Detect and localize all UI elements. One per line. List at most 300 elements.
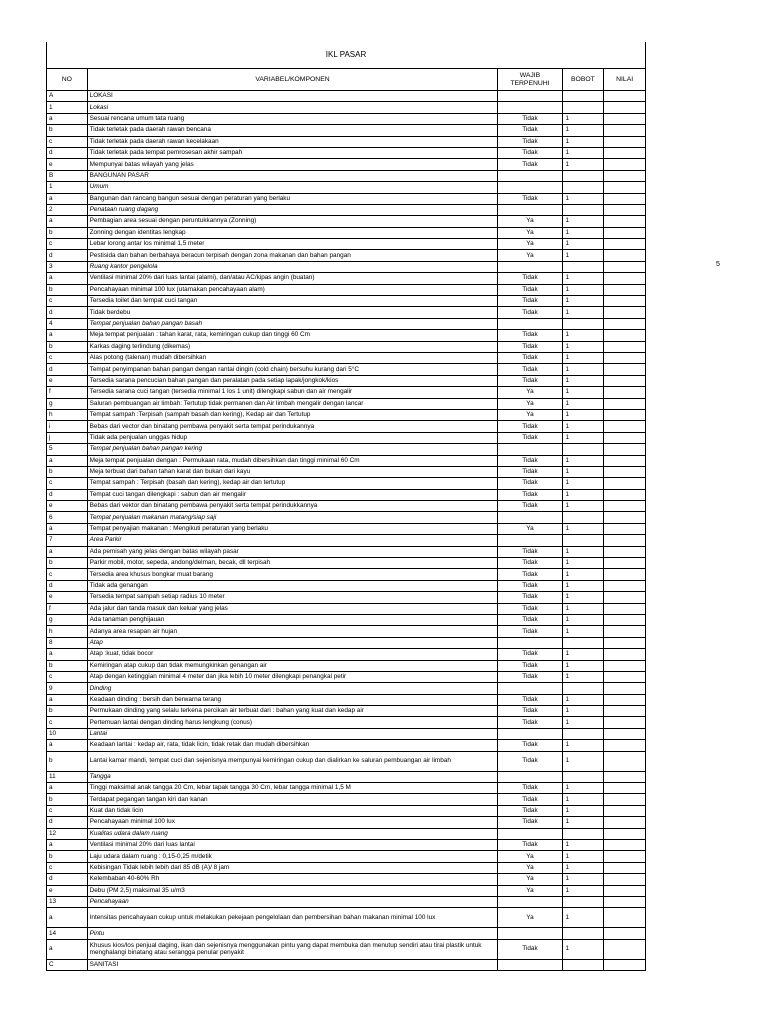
row-nilai-cell bbox=[604, 717, 646, 728]
checklist-body bbox=[47, 91, 646, 971]
row-no-cell: 6 bbox=[47, 512, 88, 523]
row-no-cell: b bbox=[47, 851, 88, 862]
row-no-cell: a bbox=[47, 193, 88, 204]
row-no-cell: c bbox=[47, 569, 88, 580]
row-wajib-cell: Tidak bbox=[498, 939, 562, 959]
row-item-cell: Atap :kuat, tidak bocor bbox=[87, 649, 498, 660]
table-row bbox=[47, 409, 646, 420]
row-nilai-cell bbox=[604, 489, 646, 500]
row-no-cell: e bbox=[47, 501, 88, 512]
table-row bbox=[47, 398, 646, 409]
row-item-cell: Tidak terletak pada daerah rawan kecelakaan bbox=[87, 136, 498, 147]
row-bobot-cell: 1 bbox=[562, 717, 604, 728]
row-item-cell: Keadaan lantai : kedap air, rata, tidak licin, tidak retak dan mudah dibersihkan bbox=[87, 740, 498, 751]
table-row bbox=[47, 546, 646, 557]
row-bobot-cell: 1 bbox=[562, 569, 604, 580]
row-nilai-cell bbox=[604, 375, 646, 386]
ikl-pasar-sheet bbox=[46, 42, 646, 971]
row-bobot-cell: 1 bbox=[562, 375, 604, 386]
row-nilai-cell bbox=[604, 352, 646, 363]
table-row bbox=[47, 523, 646, 534]
table-row bbox=[47, 455, 646, 466]
table-row bbox=[47, 432, 646, 443]
row-no-cell: c bbox=[47, 717, 88, 728]
row-no-cell: C bbox=[47, 959, 88, 970]
row-item-cell: Alas potong (talenan) mudah dibersihkan bbox=[87, 352, 498, 363]
subsection-row bbox=[47, 444, 646, 455]
row-wajib-cell bbox=[498, 535, 562, 546]
row-nilai-cell bbox=[604, 409, 646, 420]
table-row bbox=[47, 558, 646, 569]
row-wajib-cell: Ya bbox=[498, 523, 562, 534]
table-row bbox=[47, 751, 646, 771]
table-row bbox=[47, 603, 646, 614]
row-bobot-cell: 1 bbox=[562, 273, 604, 284]
row-wajib-cell: Tidak bbox=[498, 330, 562, 341]
row-bobot-cell: 1 bbox=[562, 740, 604, 751]
subsection-row bbox=[47, 182, 646, 193]
row-nilai-cell bbox=[604, 113, 646, 124]
row-nilai-cell bbox=[604, 751, 646, 771]
row-no-cell: b bbox=[47, 466, 88, 477]
row-bobot-cell: 1 bbox=[562, 694, 604, 705]
row-wajib-cell: Tidak bbox=[498, 614, 562, 625]
row-nilai-cell bbox=[604, 771, 646, 782]
row-wajib-cell bbox=[498, 102, 562, 113]
table-row bbox=[47, 387, 646, 398]
row-nilai-cell bbox=[604, 939, 646, 959]
table-header-row bbox=[47, 69, 646, 91]
row-bobot-cell: 1 bbox=[562, 409, 604, 420]
row-wajib-cell bbox=[498, 683, 562, 694]
row-nilai-cell bbox=[604, 182, 646, 193]
row-nilai-cell bbox=[604, 466, 646, 477]
row-no-cell: d bbox=[47, 874, 88, 885]
row-no-cell: a bbox=[47, 740, 88, 751]
row-item-cell: Mempunyai batas wilayah yang jelas bbox=[87, 159, 498, 170]
table-row bbox=[47, 489, 646, 500]
row-item-cell: Pencahayaan minimal 100 lux bbox=[87, 817, 498, 828]
row-nilai-cell bbox=[604, 261, 646, 272]
row-wajib-cell: Tidak bbox=[498, 113, 562, 124]
row-nilai-cell bbox=[604, 341, 646, 352]
row-nilai-cell bbox=[604, 444, 646, 455]
row-no-cell: 12 bbox=[47, 828, 88, 839]
row-wajib-cell: Ya bbox=[498, 409, 562, 420]
row-item-cell: Tidak ada penjualan unggas hidup bbox=[87, 432, 498, 443]
row-wajib-cell bbox=[498, 261, 562, 272]
row-no-cell: b bbox=[47, 125, 88, 136]
row-item-cell: Dinding bbox=[87, 683, 498, 694]
row-wajib-cell: Ya bbox=[498, 851, 562, 862]
row-no-cell: h bbox=[47, 409, 88, 420]
row-bobot-cell: 1 bbox=[562, 614, 604, 625]
row-wajib-cell: Tidak bbox=[498, 136, 562, 147]
section-row bbox=[47, 959, 646, 970]
row-wajib-cell: Tidak bbox=[498, 660, 562, 671]
row-wajib-cell: Ya bbox=[498, 862, 562, 873]
row-bobot-cell bbox=[562, 182, 604, 193]
row-item-cell: Lantai bbox=[87, 728, 498, 739]
row-bobot-cell bbox=[562, 91, 604, 102]
row-item-cell: Parkir mobil, motor, sepeda, andong/delman, becak, dll terpisah bbox=[87, 558, 498, 569]
row-no-cell: a bbox=[47, 840, 88, 851]
row-no-cell: a bbox=[47, 455, 88, 466]
row-wajib-cell: Tidak bbox=[498, 125, 562, 136]
table-row bbox=[47, 671, 646, 682]
row-nilai-cell bbox=[604, 959, 646, 970]
row-no-cell: 13 bbox=[47, 896, 88, 907]
row-item-cell: Lebar lorong antar los minimal 1,5 meter bbox=[87, 239, 498, 250]
row-wajib-cell: Tidak bbox=[498, 671, 562, 682]
header-wajib: WAJIB TERPENUHI bbox=[498, 69, 562, 91]
row-bobot-cell: 1 bbox=[562, 751, 604, 771]
row-no-cell: a bbox=[47, 649, 88, 660]
table-row bbox=[47, 862, 646, 873]
row-item-cell: Debu (PM 2,5) maksimal 35 u/m3 bbox=[87, 885, 498, 896]
section-row bbox=[47, 91, 646, 102]
row-wajib-cell bbox=[498, 512, 562, 523]
row-item-cell: Ada tanaman penghijauan bbox=[87, 614, 498, 625]
row-wajib-cell: Tidak bbox=[498, 364, 562, 375]
table-row bbox=[47, 592, 646, 603]
row-no-cell: d bbox=[47, 364, 88, 375]
row-nilai-cell bbox=[604, 364, 646, 375]
row-item-cell: Bebas dari vector dan binatang pembawa penyakit serta tempat perindukannya bbox=[87, 421, 498, 432]
row-wajib-cell: Tidak bbox=[498, 794, 562, 805]
row-no-cell: d bbox=[47, 489, 88, 500]
row-wajib-cell: Tidak bbox=[498, 706, 562, 717]
row-item-cell: Intensitas pencahayaan cukup untuk melakukan pekejaan pengelolaan dan pembersihan bahan makanan minimal 100 lux bbox=[87, 908, 498, 928]
table-row bbox=[47, 939, 646, 959]
row-bobot-cell bbox=[562, 512, 604, 523]
header-no: NO bbox=[47, 69, 88, 91]
table-row bbox=[47, 580, 646, 591]
row-no-cell: f bbox=[47, 603, 88, 614]
table-row bbox=[47, 421, 646, 432]
row-bobot-cell: 1 bbox=[562, 862, 604, 873]
row-item-cell: Tidak terletak pada daerah rawan bencana bbox=[87, 125, 498, 136]
row-bobot-cell: 1 bbox=[562, 546, 604, 557]
row-nilai-cell bbox=[604, 840, 646, 851]
row-nilai-cell bbox=[604, 432, 646, 443]
row-wajib-cell: Tidak bbox=[498, 649, 562, 660]
row-bobot-cell: 1 bbox=[562, 227, 604, 238]
row-wajib-cell: Ya bbox=[498, 216, 562, 227]
row-item-cell: Tempat penyajian makanan : Mengikuti peraturan yang berlaku bbox=[87, 523, 498, 534]
row-nilai-cell bbox=[604, 125, 646, 136]
row-no-cell: b bbox=[47, 558, 88, 569]
row-bobot-cell: 1 bbox=[562, 159, 604, 170]
row-no-cell: c bbox=[47, 478, 88, 489]
row-item-cell: BANGUNAN PASAR bbox=[87, 170, 498, 181]
page-side-number: 5 bbox=[716, 261, 720, 268]
row-nilai-cell bbox=[604, 626, 646, 637]
row-no-cell: h bbox=[47, 626, 88, 637]
row-bobot-cell: 1 bbox=[562, 874, 604, 885]
subsection-row bbox=[47, 204, 646, 215]
row-wajib-cell: Tidak bbox=[498, 592, 562, 603]
row-bobot-cell bbox=[562, 771, 604, 782]
row-nilai-cell bbox=[604, 204, 646, 215]
row-item-cell: Ada jalur dan tanda masuk dan keluar yang jelas bbox=[87, 603, 498, 614]
row-bobot-cell: 1 bbox=[562, 421, 604, 432]
row-item-cell: Khusus kios/los penjual daging, ikan dan sejenisnya menggunakan pintu yang dapat membuka dan menutup sendiri atau tirai plastik untuk menghalangi binatang atau serangga penular penyakit bbox=[87, 939, 498, 959]
row-bobot-cell: 1 bbox=[562, 455, 604, 466]
row-nilai-cell bbox=[604, 874, 646, 885]
row-bobot-cell bbox=[562, 959, 604, 970]
row-no-cell: 7 bbox=[47, 535, 88, 546]
row-nilai-cell bbox=[604, 159, 646, 170]
row-nilai-cell bbox=[604, 706, 646, 717]
table-row bbox=[47, 159, 646, 170]
row-nilai-cell bbox=[604, 398, 646, 409]
row-nilai-cell bbox=[604, 330, 646, 341]
row-nilai-cell bbox=[604, 421, 646, 432]
table-row bbox=[47, 874, 646, 885]
row-bobot-cell: 1 bbox=[562, 364, 604, 375]
row-no-cell: i bbox=[47, 421, 88, 432]
table-row bbox=[47, 614, 646, 625]
row-bobot-cell: 1 bbox=[562, 580, 604, 591]
row-item-cell: Tinggi maksimal anak tangga 20 Cm, lebar tapak tangga 30 Cm, lebar tangga minimal 1,5 M bbox=[87, 783, 498, 794]
row-no-cell: e bbox=[47, 159, 88, 170]
row-item-cell: Tidak ada genangan bbox=[87, 580, 498, 591]
row-no-cell: d bbox=[47, 307, 88, 318]
subsection-row bbox=[47, 637, 646, 648]
table-row bbox=[47, 908, 646, 928]
row-nilai-cell bbox=[604, 649, 646, 660]
row-bobot-cell bbox=[562, 828, 604, 839]
row-wajib-cell: Tidak bbox=[498, 341, 562, 352]
row-no-cell: c bbox=[47, 352, 88, 363]
row-nilai-cell bbox=[604, 250, 646, 261]
row-item-cell: Ruang kantor pengelola bbox=[87, 261, 498, 272]
row-bobot-cell: 1 bbox=[562, 387, 604, 398]
row-no-cell: B bbox=[47, 170, 88, 181]
row-no-cell: 2 bbox=[47, 204, 88, 215]
row-wajib-cell: Tidak bbox=[498, 432, 562, 443]
row-item-cell: Tempat cuci tangan dilengkapi : sabun dan air mengalir bbox=[87, 489, 498, 500]
row-wajib-cell bbox=[498, 896, 562, 907]
row-no-cell: 1 bbox=[47, 182, 88, 193]
table-row bbox=[47, 136, 646, 147]
row-nilai-cell bbox=[604, 546, 646, 557]
table-row bbox=[47, 501, 646, 512]
row-nilai-cell bbox=[604, 523, 646, 534]
row-bobot-cell: 1 bbox=[562, 432, 604, 443]
row-item-cell: Pembagian area sesuai dengan peruntukkannya (Zonning) bbox=[87, 216, 498, 227]
row-nilai-cell bbox=[604, 307, 646, 318]
row-wajib-cell bbox=[498, 928, 562, 939]
table-row bbox=[47, 352, 646, 363]
row-bobot-cell bbox=[562, 261, 604, 272]
row-nilai-cell bbox=[604, 740, 646, 751]
row-bobot-cell: 1 bbox=[562, 125, 604, 136]
table-row bbox=[47, 805, 646, 816]
row-bobot-cell bbox=[562, 728, 604, 739]
row-wajib-cell: Tidak bbox=[498, 478, 562, 489]
row-no-cell: d bbox=[47, 580, 88, 591]
row-no-cell: d bbox=[47, 817, 88, 828]
row-bobot-cell: 1 bbox=[562, 250, 604, 261]
subsection-row bbox=[47, 102, 646, 113]
table-row bbox=[47, 296, 646, 307]
row-wajib-cell: Tidak bbox=[498, 375, 562, 386]
row-item-cell: Tempat penyimpanan bahan pangan dengan rantai dingin (cold chain) bersuhu kurang dari 5°C bbox=[87, 364, 498, 375]
row-item-cell: Terdapat pegangan tangan kiri dan kanan bbox=[87, 794, 498, 805]
row-bobot-cell: 1 bbox=[562, 296, 604, 307]
table-row bbox=[47, 364, 646, 375]
row-bobot-cell: 1 bbox=[562, 706, 604, 717]
subsection-row bbox=[47, 928, 646, 939]
row-wajib-cell: Ya bbox=[498, 239, 562, 250]
row-bobot-cell: 1 bbox=[562, 851, 604, 862]
row-no-cell: c bbox=[47, 296, 88, 307]
table-row bbox=[47, 113, 646, 124]
subsection-row bbox=[47, 896, 646, 907]
row-nilai-cell bbox=[604, 512, 646, 523]
table-row bbox=[47, 227, 646, 238]
row-wajib-cell: Tidak bbox=[498, 783, 562, 794]
row-wajib-cell: Tidak bbox=[498, 284, 562, 295]
row-bobot-cell: 1 bbox=[562, 216, 604, 227]
row-wajib-cell bbox=[498, 318, 562, 329]
row-bobot-cell bbox=[562, 102, 604, 113]
row-wajib-cell: Tidak bbox=[498, 694, 562, 705]
row-wajib-cell: Tidak bbox=[498, 466, 562, 477]
row-wajib-cell: Ya bbox=[498, 398, 562, 409]
row-wajib-cell: Ya bbox=[498, 250, 562, 261]
row-wajib-cell: Tidak bbox=[498, 603, 562, 614]
row-nilai-cell bbox=[604, 296, 646, 307]
row-nilai-cell bbox=[604, 273, 646, 284]
row-nilai-cell bbox=[604, 569, 646, 580]
row-wajib-cell bbox=[498, 204, 562, 215]
row-bobot-cell: 1 bbox=[562, 147, 604, 158]
row-item-cell: Tangga bbox=[87, 771, 498, 782]
table-row bbox=[47, 783, 646, 794]
row-wajib-cell: Tidak bbox=[498, 569, 562, 580]
row-bobot-cell: 1 bbox=[562, 489, 604, 500]
row-wajib-cell: Tidak bbox=[498, 558, 562, 569]
row-nilai-cell bbox=[604, 694, 646, 705]
row-bobot-cell: 1 bbox=[562, 193, 604, 204]
row-nilai-cell bbox=[604, 170, 646, 181]
row-nilai-cell bbox=[604, 91, 646, 102]
row-nilai-cell bbox=[604, 227, 646, 238]
row-wajib-cell: Ya bbox=[498, 874, 562, 885]
row-wajib-cell bbox=[498, 637, 562, 648]
row-wajib-cell: Tidak bbox=[498, 273, 562, 284]
subsection-row bbox=[47, 318, 646, 329]
row-item-cell: Pencahayaan bbox=[87, 896, 498, 907]
row-wajib-cell bbox=[498, 771, 562, 782]
row-no-cell: 4 bbox=[47, 318, 88, 329]
row-bobot-cell: 1 bbox=[562, 783, 604, 794]
row-no-cell: a bbox=[47, 546, 88, 557]
row-nilai-cell bbox=[604, 908, 646, 928]
table-row bbox=[47, 706, 646, 717]
row-nilai-cell bbox=[604, 794, 646, 805]
row-wajib-cell bbox=[498, 728, 562, 739]
table-row bbox=[47, 851, 646, 862]
row-wajib-cell: Tidak bbox=[498, 489, 562, 500]
row-wajib-cell: Tidak bbox=[498, 740, 562, 751]
table-row bbox=[47, 840, 646, 851]
table-row bbox=[47, 193, 646, 204]
row-no-cell: 5 bbox=[47, 444, 88, 455]
row-wajib-cell: Tidak bbox=[498, 626, 562, 637]
row-wajib-cell: Tidak bbox=[498, 296, 562, 307]
row-no-cell: b bbox=[47, 284, 88, 295]
row-no-cell: a bbox=[47, 216, 88, 227]
row-wajib-cell: Tidak bbox=[498, 159, 562, 170]
row-no-cell: a bbox=[47, 523, 88, 534]
row-nilai-cell bbox=[604, 501, 646, 512]
row-wajib-cell: Tidak bbox=[498, 193, 562, 204]
row-item-cell: Lokasi bbox=[87, 102, 498, 113]
row-item-cell: Tersedia sarana cuci tangan (tersedia minimal 1 los 1 unit) dilengkapi sabun dan air mengalir bbox=[87, 387, 498, 398]
row-nilai-cell bbox=[604, 637, 646, 648]
row-bobot-cell: 1 bbox=[562, 939, 604, 959]
row-nilai-cell bbox=[604, 817, 646, 828]
row-no-cell: e bbox=[47, 592, 88, 603]
header-item: VARIABEL/KOMPONEN bbox=[87, 69, 498, 91]
row-item-cell: SANITASI bbox=[87, 959, 498, 970]
row-item-cell: Tempat penjualan bahan pangan basah bbox=[87, 318, 498, 329]
row-item-cell: Tempat sampah :Terpisah (sampah basah dan kering), Kedap air dan Tertutup bbox=[87, 409, 498, 420]
row-wajib-cell: Tidak bbox=[498, 147, 562, 158]
row-bobot-cell bbox=[562, 318, 604, 329]
row-item-cell: Saluran pembuangan air limbah: Tertutup tidak permanen dan Air limbah mengalir dengan lancar bbox=[87, 398, 498, 409]
row-item-cell: Ventilasi minimal 20% dari luas lantai (alami), dan/atau AC/kipas angin (buatan) bbox=[87, 273, 498, 284]
row-bobot-cell bbox=[562, 683, 604, 694]
table-row bbox=[47, 307, 646, 318]
subsection-row bbox=[47, 261, 646, 272]
row-item-cell: Permukaan dinding yang selalu terkena percikan air terbuat dari : bahan yang kuat dan kedap air bbox=[87, 706, 498, 717]
table-row bbox=[47, 626, 646, 637]
table-row bbox=[47, 694, 646, 705]
row-no-cell: c bbox=[47, 862, 88, 873]
row-item-cell: Keadaan dinding : bersih dan berwarna terang bbox=[87, 694, 498, 705]
row-no-cell: e bbox=[47, 375, 88, 386]
row-wajib-cell: Tidak bbox=[498, 307, 562, 318]
table-row bbox=[47, 466, 646, 477]
row-no-cell: c bbox=[47, 671, 88, 682]
row-no-cell: b bbox=[47, 341, 88, 352]
sheet-title: IKL PASAR bbox=[46, 42, 646, 68]
row-wajib-cell bbox=[498, 959, 562, 970]
row-bobot-cell: 1 bbox=[562, 558, 604, 569]
row-nilai-cell bbox=[604, 928, 646, 939]
row-item-cell: Ada pemisah yang jelas dengan batas wilayah pasar bbox=[87, 546, 498, 557]
row-no-cell: a bbox=[47, 113, 88, 124]
row-nilai-cell bbox=[604, 387, 646, 398]
table-row bbox=[47, 375, 646, 386]
row-wajib-cell: Ya bbox=[498, 908, 562, 928]
header-bobot: BOBOT bbox=[562, 69, 604, 91]
table-row bbox=[47, 794, 646, 805]
row-nilai-cell bbox=[604, 683, 646, 694]
row-bobot-cell: 1 bbox=[562, 794, 604, 805]
table-row bbox=[47, 273, 646, 284]
row-wajib-cell bbox=[498, 828, 562, 839]
row-no-cell: j bbox=[47, 432, 88, 443]
table-row bbox=[47, 478, 646, 489]
row-bobot-cell: 1 bbox=[562, 592, 604, 603]
row-bobot-cell bbox=[562, 535, 604, 546]
